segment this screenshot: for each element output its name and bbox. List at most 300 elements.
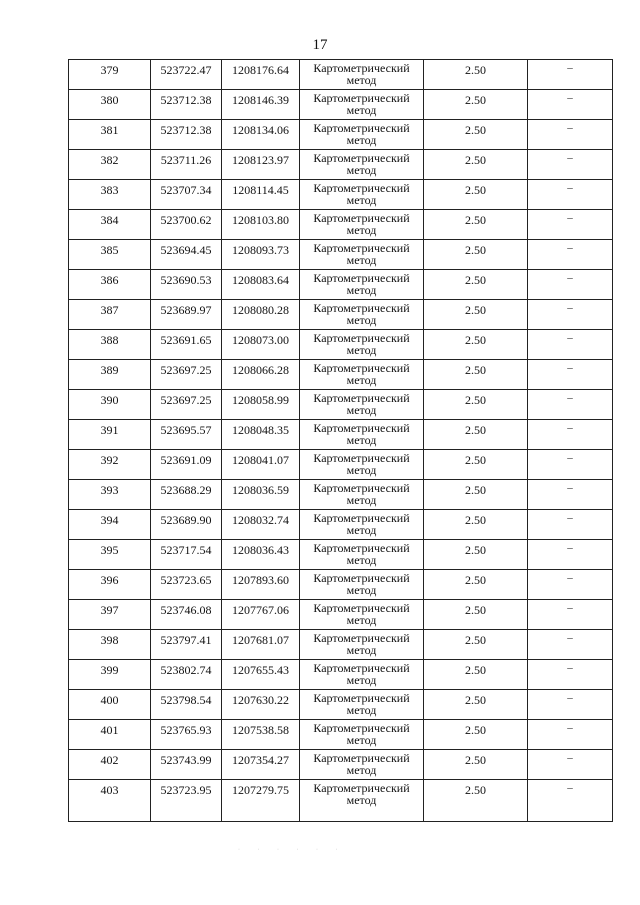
x-coordinate-cell (151, 600, 222, 630)
note-cell (528, 60, 613, 90)
determination-method: Картометрический метод (313, 331, 410, 357)
y-coordinate-cell (222, 120, 300, 150)
note-cell (528, 630, 613, 660)
y-coordinate-cell (222, 150, 300, 180)
point-number: 395 (100, 543, 119, 557)
accuracy-value: 2.50 (465, 63, 486, 77)
accuracy-value: 2.50 (465, 633, 486, 647)
method-cell (300, 720, 424, 750)
determination-method: Картометрический метод (313, 721, 410, 747)
y-coordinate-cell (222, 600, 300, 630)
determination-method: Картометрический метод (313, 751, 410, 777)
method-cell (300, 120, 424, 150)
accuracy-cell (424, 390, 528, 420)
note-cell (528, 600, 613, 630)
accuracy-value: 2.50 (465, 783, 486, 797)
point-number-cell (69, 360, 151, 390)
note-cell (528, 180, 613, 210)
table-row (69, 210, 613, 240)
note-value: – (567, 362, 573, 374)
x-coordinate: 523707.34 (160, 183, 212, 197)
x-coordinate: 523697.25 (160, 363, 212, 377)
note-cell (528, 390, 613, 420)
point-number-cell (69, 420, 151, 450)
point-number-cell (69, 750, 151, 780)
x-coordinate-cell (151, 570, 222, 600)
point-number-cell (69, 630, 151, 660)
accuracy-cell (424, 300, 528, 330)
accuracy-cell (424, 720, 528, 750)
point-number-cell (69, 240, 151, 270)
determination-method: Картометрический метод (313, 631, 410, 657)
method-cell (300, 660, 424, 690)
x-coordinate-cell (151, 180, 222, 210)
y-coordinate-cell (222, 90, 300, 120)
determination-method: Картометрический метод (313, 271, 410, 297)
determination-method: Картометрический метод (313, 151, 410, 177)
determination-method: Картометрический метод (313, 391, 410, 417)
method-cell (300, 630, 424, 660)
note-value: – (567, 302, 573, 314)
x-coordinate-cell (151, 120, 222, 150)
note-value: – (567, 692, 573, 704)
method-cell (300, 300, 424, 330)
x-coordinate-cell (151, 390, 222, 420)
accuracy-value: 2.50 (465, 363, 486, 377)
note-cell (528, 90, 613, 120)
y-coordinate-cell (222, 240, 300, 270)
point-number-cell (69, 480, 151, 510)
note-value: – (567, 62, 573, 74)
y-coordinate-cell (222, 330, 300, 360)
accuracy-value: 2.50 (465, 543, 486, 557)
method-cell (300, 690, 424, 720)
x-coordinate-cell (151, 270, 222, 300)
x-coordinate: 523722.47 (160, 63, 212, 77)
point-number: 380 (100, 93, 119, 107)
x-coordinate-cell (151, 60, 222, 90)
method-cell (300, 540, 424, 570)
method-cell (300, 420, 424, 450)
accuracy-cell (424, 510, 528, 540)
x-coordinate: 523765.93 (160, 723, 212, 737)
note-value: – (567, 212, 573, 224)
note-cell (528, 510, 613, 540)
determination-method: Картометрический метод (313, 571, 410, 597)
note-cell (528, 660, 613, 690)
accuracy-value: 2.50 (465, 123, 486, 137)
determination-method: Картометрический метод (313, 211, 410, 237)
accuracy-value: 2.50 (465, 693, 486, 707)
x-coordinate: 523700.62 (160, 213, 212, 227)
y-coordinate-cell (222, 270, 300, 300)
accuracy-value: 2.50 (465, 453, 486, 467)
accuracy-value: 2.50 (465, 213, 486, 227)
point-number: 396 (100, 573, 119, 587)
table-row (69, 420, 613, 450)
point-number: 389 (100, 363, 119, 377)
point-number-cell (69, 90, 151, 120)
determination-method: Картометрический метод (313, 361, 410, 387)
y-coordinate: 1207767.06 (232, 603, 289, 617)
accuracy-cell (424, 480, 528, 510)
note-cell (528, 570, 613, 600)
point-number-cell (69, 60, 151, 90)
x-coordinate-cell (151, 540, 222, 570)
accuracy-value: 2.50 (465, 273, 486, 287)
y-coordinate: 1208066.28 (232, 363, 289, 377)
accuracy-value: 2.50 (465, 303, 486, 317)
table-row (69, 450, 613, 480)
determination-method: Картометрический метод (313, 241, 410, 267)
y-coordinate: 1208048.35 (232, 423, 289, 437)
note-cell (528, 480, 613, 510)
accuracy-value: 2.50 (465, 573, 486, 587)
determination-method: Картометрический метод (313, 511, 410, 537)
x-coordinate: 523743.99 (160, 753, 212, 767)
x-coordinate-cell (151, 360, 222, 390)
point-number: 383 (100, 183, 119, 197)
point-number: 392 (100, 453, 119, 467)
accuracy-cell (424, 90, 528, 120)
note-value: – (567, 542, 573, 554)
x-coordinate-cell (151, 330, 222, 360)
accuracy-cell (424, 690, 528, 720)
y-coordinate-cell (222, 720, 300, 750)
x-coordinate-cell (151, 210, 222, 240)
y-coordinate: 1208032.74 (232, 513, 289, 527)
point-number: 388 (100, 333, 119, 347)
x-coordinate-cell (151, 450, 222, 480)
point-number-cell (69, 450, 151, 480)
determination-method: Картометрический метод (313, 181, 410, 207)
accuracy-value: 2.50 (465, 513, 486, 527)
note-cell (528, 330, 613, 360)
y-coordinate: 1208080.28 (232, 303, 289, 317)
method-cell (300, 240, 424, 270)
x-coordinate-cell (151, 720, 222, 750)
point-number: 386 (100, 273, 119, 287)
y-coordinate: 1208103.80 (232, 213, 289, 227)
x-coordinate: 523746.08 (160, 603, 212, 617)
note-value: – (567, 662, 573, 674)
accuracy-value: 2.50 (465, 483, 486, 497)
point-number: 379 (100, 63, 119, 77)
x-coordinate-cell (151, 420, 222, 450)
accuracy-cell (424, 420, 528, 450)
page-number: 17 (312, 37, 328, 53)
accuracy-cell (424, 570, 528, 600)
point-number-cell (69, 300, 151, 330)
y-coordinate: 1207893.60 (232, 573, 289, 587)
determination-method: Картометрический метод (313, 451, 410, 477)
note-value: – (567, 782, 573, 794)
accuracy-value: 2.50 (465, 603, 486, 617)
y-coordinate: 1208176.64 (232, 63, 289, 77)
y-coordinate-cell (222, 540, 300, 570)
note-value: – (567, 122, 573, 134)
note-value: – (567, 332, 573, 344)
point-number-cell (69, 330, 151, 360)
accuracy-value: 2.50 (465, 183, 486, 197)
note-value: – (567, 242, 573, 254)
determination-method: Картометрический метод (313, 91, 410, 117)
accuracy-cell (424, 450, 528, 480)
y-coordinate: 1208083.64 (232, 273, 289, 287)
method-cell (300, 330, 424, 360)
table-row (69, 690, 613, 720)
table-row (69, 750, 613, 780)
point-number: 381 (100, 123, 119, 137)
point-number: 390 (100, 393, 119, 407)
x-coordinate-cell (151, 630, 222, 660)
table-row (69, 330, 613, 360)
point-number: 402 (100, 753, 119, 767)
determination-method: Картометрический метод (313, 121, 410, 147)
y-coordinate: 1207279.75 (232, 783, 289, 797)
determination-method: Картометрический метод (313, 541, 410, 567)
coordinates-table (68, 59, 613, 822)
determination-method: Картометрический метод (313, 301, 410, 327)
method-cell (300, 180, 424, 210)
y-coordinate-cell (222, 60, 300, 90)
determination-method: Картометрический метод (313, 601, 410, 627)
point-number: 403 (100, 783, 119, 797)
method-cell (300, 570, 424, 600)
point-number: 385 (100, 243, 119, 257)
point-number: 401 (100, 723, 119, 737)
y-coordinate: 1207538.58 (232, 723, 289, 737)
accuracy-value: 2.50 (465, 333, 486, 347)
note-value: – (567, 752, 573, 764)
x-coordinate-cell (151, 300, 222, 330)
point-number-cell (69, 510, 151, 540)
table-row (69, 150, 613, 180)
x-coordinate: 523711.26 (160, 153, 212, 167)
note-cell (528, 450, 613, 480)
table-row (69, 660, 613, 690)
determination-method: Картометрический метод (313, 421, 410, 447)
x-coordinate-cell (151, 780, 222, 822)
note-value: – (567, 722, 573, 734)
point-number-cell (69, 540, 151, 570)
determination-method: Картометрический метод (313, 781, 410, 807)
table-row (69, 90, 613, 120)
determination-method: Картометрический метод (313, 691, 410, 717)
accuracy-cell (424, 120, 528, 150)
table-row (69, 180, 613, 210)
x-coordinate-cell (151, 690, 222, 720)
y-coordinate-cell (222, 780, 300, 822)
y-coordinate: 1208073.00 (232, 333, 289, 347)
y-coordinate-cell (222, 300, 300, 330)
note-cell (528, 300, 613, 330)
note-cell (528, 210, 613, 240)
y-coordinate: 1208123.97 (232, 153, 289, 167)
point-number: 384 (100, 213, 119, 227)
note-value: – (567, 512, 573, 524)
accuracy-cell (424, 240, 528, 270)
table-row (69, 570, 613, 600)
x-coordinate-cell (151, 660, 222, 690)
point-number-cell (69, 150, 151, 180)
x-coordinate: 523694.45 (160, 243, 212, 257)
table-row (69, 600, 613, 630)
table-row (69, 630, 613, 660)
accuracy-value: 2.50 (465, 153, 486, 167)
y-coordinate-cell (222, 480, 300, 510)
note-cell (528, 270, 613, 300)
table-row (69, 60, 613, 90)
accuracy-cell (424, 360, 528, 390)
y-coordinate: 1207630.22 (232, 693, 289, 707)
note-cell (528, 720, 613, 750)
note-cell (528, 120, 613, 150)
note-value: – (567, 452, 573, 464)
note-cell (528, 420, 613, 450)
note-cell (528, 240, 613, 270)
point-number-cell (69, 780, 151, 822)
y-coordinate-cell (222, 360, 300, 390)
point-number: 394 (100, 513, 119, 527)
y-coordinate-cell (222, 510, 300, 540)
scan-artifact: · · · · · · (238, 847, 346, 853)
coordinates-table-body (69, 60, 613, 822)
accuracy-value: 2.50 (465, 243, 486, 257)
y-coordinate: 1207681.07 (232, 633, 289, 647)
table-row (69, 480, 613, 510)
accuracy-cell (424, 660, 528, 690)
method-cell (300, 510, 424, 540)
accuracy-cell (424, 270, 528, 300)
y-coordinate: 1208134.06 (232, 123, 289, 137)
table-row (69, 510, 613, 540)
point-number-cell (69, 600, 151, 630)
note-cell (528, 540, 613, 570)
method-cell (300, 600, 424, 630)
x-coordinate-cell (151, 150, 222, 180)
note-value: – (567, 92, 573, 104)
y-coordinate-cell (222, 690, 300, 720)
note-value: – (567, 182, 573, 194)
point-number-cell (69, 180, 151, 210)
method-cell (300, 210, 424, 240)
method-cell (300, 480, 424, 510)
table-row (69, 360, 613, 390)
note-value: – (567, 482, 573, 494)
accuracy-cell (424, 330, 528, 360)
accuracy-value: 2.50 (465, 753, 486, 767)
y-coordinate: 1207655.43 (232, 663, 289, 677)
note-value: – (567, 152, 573, 164)
point-number-cell (69, 210, 151, 240)
point-number-cell (69, 570, 151, 600)
method-cell (300, 270, 424, 300)
table-row (69, 300, 613, 330)
table-row (69, 120, 613, 150)
y-coordinate-cell (222, 450, 300, 480)
note-value: – (567, 272, 573, 284)
accuracy-cell (424, 180, 528, 210)
x-coordinate-cell (151, 90, 222, 120)
point-number-cell (69, 660, 151, 690)
x-coordinate: 523689.97 (160, 303, 212, 317)
point-number: 399 (100, 663, 119, 677)
x-coordinate: 523712.38 (160, 123, 212, 137)
x-coordinate: 523802.74 (160, 663, 212, 677)
x-coordinate: 523723.95 (160, 783, 212, 797)
x-coordinate-cell (151, 750, 222, 780)
note-value: – (567, 422, 573, 434)
table-row (69, 540, 613, 570)
x-coordinate-cell (151, 480, 222, 510)
accuracy-cell (424, 600, 528, 630)
x-coordinate: 523691.09 (160, 453, 212, 467)
x-coordinate: 523695.57 (160, 423, 212, 437)
determination-method: Картометрический метод (313, 481, 410, 507)
note-value: – (567, 632, 573, 644)
y-coordinate: 1208041.07 (232, 453, 289, 467)
table-row (69, 780, 613, 822)
y-coordinate: 1208036.59 (232, 483, 289, 497)
y-coordinate-cell (222, 570, 300, 600)
table-row (69, 240, 613, 270)
x-coordinate-cell (151, 240, 222, 270)
x-coordinate: 523797.41 (160, 633, 212, 647)
y-coordinate-cell (222, 180, 300, 210)
note-cell (528, 750, 613, 780)
accuracy-value: 2.50 (465, 393, 486, 407)
method-cell (300, 390, 424, 420)
y-coordinate-cell (222, 630, 300, 660)
note-cell (528, 690, 613, 720)
point-number-cell (69, 270, 151, 300)
method-cell (300, 60, 424, 90)
point-number: 393 (100, 483, 119, 497)
determination-method: Картометрический метод (313, 61, 410, 87)
table-row (69, 270, 613, 300)
note-cell (528, 150, 613, 180)
note-value: – (567, 392, 573, 404)
table-row (69, 390, 613, 420)
method-cell (300, 150, 424, 180)
determination-method: Картометрический метод (313, 661, 410, 687)
x-coordinate: 523688.29 (160, 483, 212, 497)
x-coordinate: 523717.54 (160, 543, 212, 557)
y-coordinate: 1208036.43 (232, 543, 289, 557)
point-number: 397 (100, 603, 119, 617)
y-coordinate: 1207354.27 (232, 753, 289, 767)
point-number: 391 (100, 423, 119, 437)
note-value: – (567, 602, 573, 614)
x-coordinate: 523712.38 (160, 93, 212, 107)
y-coordinate-cell (222, 750, 300, 780)
note-value: – (567, 572, 573, 584)
accuracy-cell (424, 540, 528, 570)
y-coordinate-cell (222, 390, 300, 420)
x-coordinate: 523689.90 (160, 513, 212, 527)
accuracy-cell (424, 750, 528, 780)
point-number-cell (69, 690, 151, 720)
note-cell (528, 360, 613, 390)
point-number: 387 (100, 303, 119, 317)
accuracy-cell (424, 60, 528, 90)
x-coordinate: 523697.25 (160, 393, 212, 407)
point-number-cell (69, 720, 151, 750)
x-coordinate-cell (151, 510, 222, 540)
accuracy-value: 2.50 (465, 93, 486, 107)
point-number: 398 (100, 633, 119, 647)
